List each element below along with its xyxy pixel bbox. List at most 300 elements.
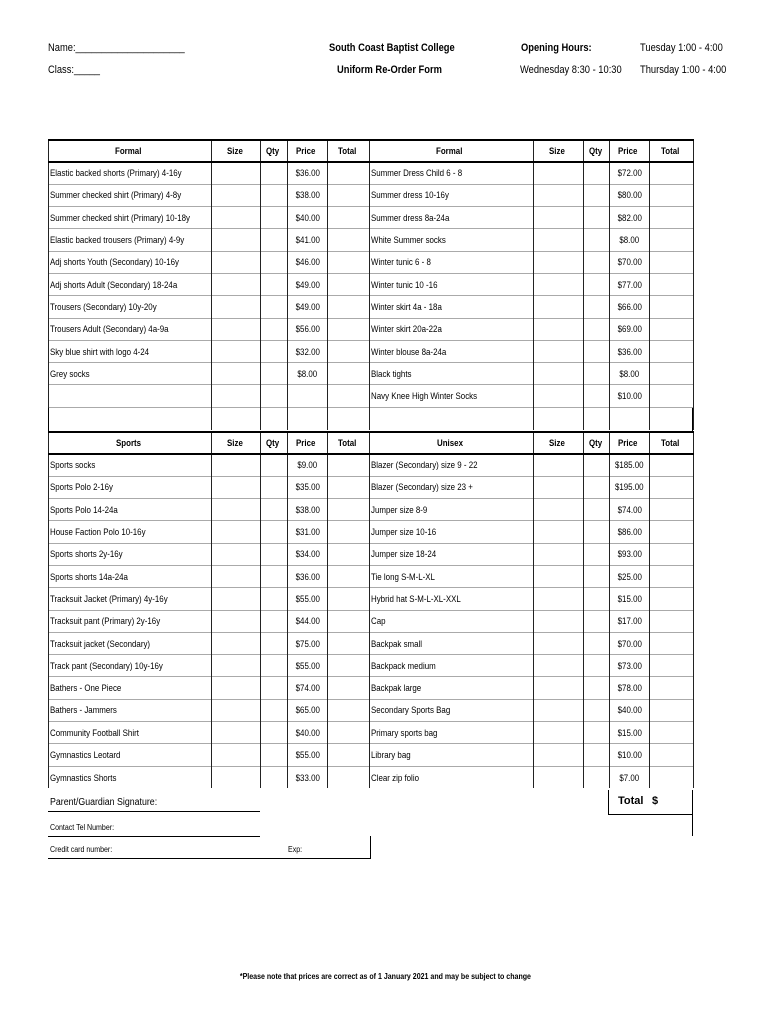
- size-cell[interactable]: [212, 207, 261, 229]
- total-cell[interactable]: [328, 632, 370, 654]
- column-header: Qty: [261, 432, 288, 454]
- total-cell[interactable]: [328, 610, 370, 632]
- total-cell[interactable]: [328, 229, 370, 251]
- size-cell[interactable]: [212, 722, 261, 744]
- item-name: Tie long S-M-L-XL: [370, 565, 534, 587]
- item-name: [49, 407, 212, 429]
- item-name: Jumper size 10-16: [370, 521, 534, 543]
- total-cell[interactable]: [650, 476, 694, 498]
- table-row: [49, 340, 694, 362]
- item-name: Blazer (Secondary) size 9 - 22: [370, 454, 534, 476]
- total-cell[interactable]: [650, 273, 694, 295]
- table-header-row: [49, 140, 694, 162]
- size-cell[interactable]: [534, 184, 584, 206]
- item-name: Backpack medium: [370, 655, 534, 677]
- qty-cell[interactable]: [584, 543, 610, 565]
- column-header: Price: [288, 432, 328, 454]
- item-name: Winter tunic 6 - 8: [370, 251, 534, 273]
- qty-cell[interactable]: [584, 162, 610, 184]
- column-header: Total: [650, 140, 694, 162]
- qty-cell[interactable]: [261, 385, 288, 407]
- credit-card-label: Credit card number:: [50, 845, 113, 854]
- table-row: [49, 655, 694, 677]
- item-name: Jumper size 18-24: [370, 543, 534, 565]
- qty-cell[interactable]: [261, 722, 288, 744]
- total-cell[interactable]: [650, 632, 694, 654]
- formal-order-table: [48, 139, 694, 430]
- qty-cell[interactable]: [584, 476, 610, 498]
- item-name: Sports Polo 2-16y: [49, 476, 212, 498]
- price-cell: $74.00: [288, 677, 328, 699]
- size-cell[interactable]: [534, 610, 584, 632]
- price-cell: $10.00: [610, 744, 650, 766]
- item-name: Adj shorts Adult (Secondary) 18-24a: [49, 273, 212, 295]
- price-cell: $8.00: [288, 363, 328, 385]
- qty-cell[interactable]: [584, 273, 610, 295]
- item-name: Jumper size 8-9: [370, 499, 534, 521]
- qty-cell[interactable]: [584, 318, 610, 340]
- item-name: Winter skirt 20a-22a: [370, 318, 534, 340]
- size-cell[interactable]: [212, 632, 261, 654]
- total-cell[interactable]: [650, 318, 694, 340]
- price-cell: $86.00: [610, 521, 650, 543]
- price-cell: $49.00: [288, 296, 328, 318]
- form-title: Uniform Re-Order Form: [337, 64, 442, 76]
- price-cell: $73.00: [610, 655, 650, 677]
- qty-cell[interactable]: [584, 677, 610, 699]
- qty-cell[interactable]: [584, 632, 610, 654]
- qty-cell[interactable]: [261, 296, 288, 318]
- size-cell[interactable]: [534, 588, 584, 610]
- total-cell[interactable]: [328, 565, 370, 587]
- total-cell[interactable]: [650, 499, 694, 521]
- wednesday-hours: Wednesday 8:30 - 10:30: [520, 64, 622, 76]
- column-header: Size: [534, 140, 584, 162]
- qty-cell[interactable]: [584, 296, 610, 318]
- qty-cell[interactable]: [584, 340, 610, 362]
- total-cell[interactable]: [650, 744, 694, 766]
- total-cell[interactable]: [650, 565, 694, 587]
- size-cell[interactable]: [534, 363, 584, 385]
- total-cell[interactable]: [328, 340, 370, 362]
- item-name: Summer Dress Child 6 - 8: [370, 162, 534, 184]
- item-name: [49, 385, 212, 407]
- qty-cell[interactable]: [261, 363, 288, 385]
- qty-cell[interactable]: [261, 229, 288, 251]
- qty-cell[interactable]: [261, 588, 288, 610]
- qty-cell[interactable]: [584, 744, 610, 766]
- qty-cell[interactable]: [261, 655, 288, 677]
- price-cell: $74.00: [610, 499, 650, 521]
- total-cell[interactable]: [650, 363, 694, 385]
- column-header: Size: [534, 432, 584, 454]
- price-cell: $40.00: [610, 699, 650, 721]
- total-cell[interactable]: [328, 207, 370, 229]
- total-cell[interactable]: [328, 251, 370, 273]
- size-cell[interactable]: [534, 407, 584, 429]
- item-name: Sports Polo 14-24a: [49, 499, 212, 521]
- table-row: [49, 699, 694, 721]
- size-cell[interactable]: [534, 766, 584, 788]
- price-cell: $38.00: [288, 184, 328, 206]
- size-cell[interactable]: [534, 543, 584, 565]
- price-cell: $15.00: [610, 588, 650, 610]
- qty-cell[interactable]: [584, 766, 610, 788]
- total-cell[interactable]: [650, 229, 694, 251]
- price-cell: $36.00: [288, 565, 328, 587]
- item-name: Sports shorts 14a-24a: [49, 565, 212, 587]
- price-cell: [288, 407, 328, 429]
- price-cell: $33.00: [288, 766, 328, 788]
- size-cell[interactable]: [212, 588, 261, 610]
- total-cell[interactable]: [328, 722, 370, 744]
- price-cell: $77.00: [610, 273, 650, 295]
- total-label: Total: [618, 795, 644, 807]
- qty-cell[interactable]: [584, 207, 610, 229]
- column-header: Price: [610, 432, 650, 454]
- total-cell[interactable]: [328, 766, 370, 788]
- price-cell: $82.00: [610, 207, 650, 229]
- total-cell[interactable]: [650, 162, 694, 184]
- item-name: Backpak large: [370, 677, 534, 699]
- price-cell: $185.00: [610, 454, 650, 476]
- item-name: White Summer socks: [370, 229, 534, 251]
- qty-cell[interactable]: [584, 251, 610, 273]
- size-cell[interactable]: [212, 610, 261, 632]
- price-cell: $35.00: [288, 476, 328, 498]
- item-name: Hybrid hat S-M-L-XL-XXL: [370, 588, 534, 610]
- size-cell[interactable]: [212, 454, 261, 476]
- table-row: [49, 296, 694, 318]
- qty-cell[interactable]: [584, 454, 610, 476]
- size-cell[interactable]: [534, 385, 584, 407]
- price-cell: $17.00: [610, 610, 650, 632]
- total-cell[interactable]: [650, 251, 694, 273]
- table-row: [49, 722, 694, 744]
- size-cell[interactable]: [534, 632, 584, 654]
- total-cell[interactable]: [650, 588, 694, 610]
- price-cell: [610, 407, 650, 429]
- total-cell[interactable]: [328, 296, 370, 318]
- price-cell: [288, 385, 328, 407]
- size-cell[interactable]: [212, 499, 261, 521]
- qty-cell[interactable]: [261, 499, 288, 521]
- credit-card-line[interactable]: [48, 858, 370, 859]
- size-cell[interactable]: [212, 655, 261, 677]
- size-cell[interactable]: [534, 744, 584, 766]
- item-name: Tracksuit pant (Primary) 2y-16y: [49, 610, 212, 632]
- qty-cell[interactable]: [261, 251, 288, 273]
- item-name: Sports socks: [49, 454, 212, 476]
- column-header: Qty: [584, 140, 610, 162]
- size-cell[interactable]: [534, 677, 584, 699]
- total-cell[interactable]: [650, 543, 694, 565]
- contact-line[interactable]: [48, 836, 260, 837]
- total-cell[interactable]: [650, 407, 694, 429]
- qty-cell[interactable]: [261, 632, 288, 654]
- qty-cell[interactable]: [261, 610, 288, 632]
- column-header: Sports: [49, 432, 212, 454]
- table-row: [49, 454, 694, 476]
- column-header: Formal: [370, 140, 534, 162]
- total-cell[interactable]: [650, 655, 694, 677]
- column-header: Total: [328, 432, 370, 454]
- qty-cell[interactable]: [584, 363, 610, 385]
- item-name: Summer checked shirt (Primary) 10-18y: [49, 207, 212, 229]
- price-cell: $55.00: [288, 744, 328, 766]
- price-cell: $8.00: [610, 229, 650, 251]
- item-name: Sky blue shirt with logo 4-24: [49, 340, 212, 362]
- total-cell[interactable]: [328, 521, 370, 543]
- price-cell: $80.00: [610, 184, 650, 206]
- column-header: Unisex: [370, 432, 534, 454]
- size-cell[interactable]: [534, 565, 584, 587]
- size-cell[interactable]: [534, 340, 584, 362]
- table-row: [49, 385, 694, 407]
- column-header: Qty: [261, 140, 288, 162]
- size-cell[interactable]: [534, 499, 584, 521]
- size-cell[interactable]: [212, 744, 261, 766]
- item-name: Elastic backed shorts (Primary) 4-16y: [49, 162, 212, 184]
- price-cell: $55.00: [288, 588, 328, 610]
- item-name: Navy Knee High Winter Socks: [370, 385, 534, 407]
- size-cell[interactable]: [212, 318, 261, 340]
- total-cell[interactable]: [650, 722, 694, 744]
- item-name: Trousers (Secondary) 10y-20y: [49, 296, 212, 318]
- item-name: Trousers Adult (Secondary) 4a-9a: [49, 318, 212, 340]
- size-cell[interactable]: [534, 229, 584, 251]
- qty-cell[interactable]: [261, 543, 288, 565]
- qty-cell[interactable]: [584, 588, 610, 610]
- total-cell[interactable]: [650, 385, 694, 407]
- size-cell[interactable]: [534, 162, 584, 184]
- table-row: [49, 318, 694, 340]
- total-cell[interactable]: [328, 184, 370, 206]
- total-cell[interactable]: [328, 273, 370, 295]
- qty-cell[interactable]: [261, 454, 288, 476]
- item-name: Backpak small: [370, 632, 534, 654]
- size-cell[interactable]: [212, 677, 261, 699]
- size-cell[interactable]: [212, 229, 261, 251]
- total-cell[interactable]: [650, 454, 694, 476]
- column-header: Qty: [584, 432, 610, 454]
- column-header: Total: [650, 432, 694, 454]
- price-cell: $31.00: [288, 521, 328, 543]
- size-cell[interactable]: [534, 722, 584, 744]
- price-cell: $41.00: [288, 229, 328, 251]
- total-cell[interactable]: [650, 184, 694, 206]
- item-name: Adj shorts Youth (Secondary) 10-16y: [49, 251, 212, 273]
- size-cell[interactable]: [212, 184, 261, 206]
- total-cell[interactable]: [328, 162, 370, 184]
- size-cell[interactable]: [534, 655, 584, 677]
- size-cell[interactable]: [534, 296, 584, 318]
- qty-cell[interactable]: [584, 655, 610, 677]
- qty-cell[interactable]: [584, 385, 610, 407]
- price-cell: $49.00: [288, 273, 328, 295]
- price-cell: $44.00: [288, 610, 328, 632]
- contact-label: Contact Tel Number:: [50, 823, 115, 832]
- item-name: Gymnastics Leotard: [49, 744, 212, 766]
- table-row: [49, 229, 694, 251]
- total-cell[interactable]: [650, 677, 694, 699]
- item-name: Library bag: [370, 744, 534, 766]
- column-header: Size: [212, 432, 261, 454]
- qty-cell[interactable]: [584, 407, 610, 429]
- total-cell[interactable]: [328, 655, 370, 677]
- item-name: Winter tunic 10 -16: [370, 273, 534, 295]
- signature-line[interactable]: [48, 811, 260, 812]
- qty-cell[interactable]: [584, 229, 610, 251]
- size-cell[interactable]: [212, 407, 261, 429]
- qty-cell[interactable]: [261, 677, 288, 699]
- qty-cell[interactable]: [584, 565, 610, 587]
- qty-cell[interactable]: [584, 521, 610, 543]
- size-cell[interactable]: [212, 273, 261, 295]
- qty-cell[interactable]: [261, 162, 288, 184]
- size-cell[interactable]: [212, 385, 261, 407]
- item-name: Community Football Shirt: [49, 722, 212, 744]
- price-cell: $93.00: [610, 543, 650, 565]
- total-cell[interactable]: [328, 407, 370, 429]
- size-cell[interactable]: [534, 273, 584, 295]
- price-cell: $38.00: [288, 499, 328, 521]
- size-cell[interactable]: [212, 162, 261, 184]
- price-cell: $65.00: [288, 699, 328, 721]
- price-cell: $72.00: [610, 162, 650, 184]
- price-cell: $195.00: [610, 476, 650, 498]
- table-row: [49, 632, 694, 654]
- qty-cell[interactable]: [261, 340, 288, 362]
- item-name: Bathers - Jammers: [49, 699, 212, 721]
- size-cell[interactable]: [534, 521, 584, 543]
- price-cell: $10.00: [610, 385, 650, 407]
- column-header: Total: [328, 140, 370, 162]
- table-row: [49, 499, 694, 521]
- qty-cell[interactable]: [584, 699, 610, 721]
- price-cell: $70.00: [610, 632, 650, 654]
- price-cell: $75.00: [288, 632, 328, 654]
- total-cell[interactable]: [328, 318, 370, 340]
- total-cell[interactable]: [328, 543, 370, 565]
- table-row: [49, 588, 694, 610]
- class-field-label[interactable]: Class:_____: [48, 64, 100, 76]
- table-row: [49, 251, 694, 273]
- total-cell[interactable]: [328, 363, 370, 385]
- size-cell[interactable]: [212, 521, 261, 543]
- item-name: Cap: [370, 610, 534, 632]
- qty-cell[interactable]: [261, 521, 288, 543]
- qty-cell[interactable]: [261, 744, 288, 766]
- qty-cell[interactable]: [584, 722, 610, 744]
- total-cell[interactable]: [650, 340, 694, 362]
- size-cell[interactable]: [212, 766, 261, 788]
- qty-cell[interactable]: [584, 610, 610, 632]
- size-cell[interactable]: [534, 454, 584, 476]
- size-cell[interactable]: [534, 207, 584, 229]
- total-cell[interactable]: [650, 207, 694, 229]
- total-cell[interactable]: [328, 699, 370, 721]
- size-cell[interactable]: [534, 699, 584, 721]
- price-cell: $8.00: [610, 363, 650, 385]
- total-cell[interactable]: [650, 699, 694, 721]
- table-row: [49, 476, 694, 498]
- total-cell[interactable]: [650, 610, 694, 632]
- total-cell[interactable]: [328, 588, 370, 610]
- qty-cell[interactable]: [261, 273, 288, 295]
- size-cell[interactable]: [212, 699, 261, 721]
- qty-cell[interactable]: [261, 207, 288, 229]
- qty-cell[interactable]: [261, 766, 288, 788]
- table-row: [49, 610, 694, 632]
- price-cell: $46.00: [288, 251, 328, 273]
- qty-cell[interactable]: [584, 499, 610, 521]
- qty-cell[interactable]: [261, 565, 288, 587]
- qty-cell[interactable]: [261, 476, 288, 498]
- total-cell[interactable]: [328, 454, 370, 476]
- size-cell[interactable]: [212, 296, 261, 318]
- opening-hours-label: Opening Hours:: [521, 42, 592, 54]
- item-name: Tracksuit jacket (Secondary): [49, 632, 212, 654]
- total-cell[interactable]: [650, 521, 694, 543]
- total-cell[interactable]: [328, 499, 370, 521]
- price-cell: $7.00: [610, 766, 650, 788]
- size-cell[interactable]: [534, 318, 584, 340]
- size-cell[interactable]: [534, 476, 584, 498]
- signature-label: Parent/Guardian Signature:: [50, 797, 158, 808]
- size-cell[interactable]: [534, 251, 584, 273]
- qty-cell[interactable]: [261, 318, 288, 340]
- total-cell[interactable]: [650, 766, 694, 788]
- price-cell: $15.00: [610, 722, 650, 744]
- qty-cell[interactable]: [261, 699, 288, 721]
- item-name: Blazer (Secondary) size 23 +: [370, 476, 534, 498]
- item-name: House Faction Polo 10-16y: [49, 521, 212, 543]
- name-field-label[interactable]: Name:_____________________: [48, 42, 185, 54]
- tuesday-hours: Tuesday 1:00 - 4:00: [640, 42, 723, 54]
- total-cell[interactable]: [650, 296, 694, 318]
- price-cell: $70.00: [610, 251, 650, 273]
- total-cell[interactable]: [328, 385, 370, 407]
- item-name: Bathers - One Piece: [49, 677, 212, 699]
- qty-cell[interactable]: [584, 184, 610, 206]
- size-cell[interactable]: [212, 251, 261, 273]
- item-name: Summer checked shirt (Primary) 4-8y: [49, 184, 212, 206]
- total-cell[interactable]: [328, 476, 370, 498]
- price-cell: $36.00: [288, 162, 328, 184]
- price-cell: $36.00: [610, 340, 650, 362]
- expiry-label: Exp:: [288, 845, 303, 854]
- size-cell[interactable]: [212, 565, 261, 587]
- size-cell[interactable]: [212, 340, 261, 362]
- column-header: Formal: [49, 140, 212, 162]
- item-name: Gymnastics Shorts: [49, 766, 212, 788]
- qty-cell[interactable]: [261, 407, 288, 429]
- table-row: [49, 363, 694, 385]
- size-cell[interactable]: [212, 363, 261, 385]
- total-cell[interactable]: [328, 744, 370, 766]
- item-name: Primary sports bag: [370, 722, 534, 744]
- qty-cell[interactable]: [261, 184, 288, 206]
- total-cell[interactable]: [328, 677, 370, 699]
- price-cell: $25.00: [610, 565, 650, 587]
- size-cell[interactable]: [212, 476, 261, 498]
- size-cell[interactable]: [212, 543, 261, 565]
- item-name: Clear zip folio: [370, 766, 534, 788]
- price-note: *Please note that prices are correct as of 1 January 2021 and may be subject to change: [239, 972, 531, 981]
- sports-unisex-order-table: [48, 431, 694, 788]
- table-row: [49, 744, 694, 766]
